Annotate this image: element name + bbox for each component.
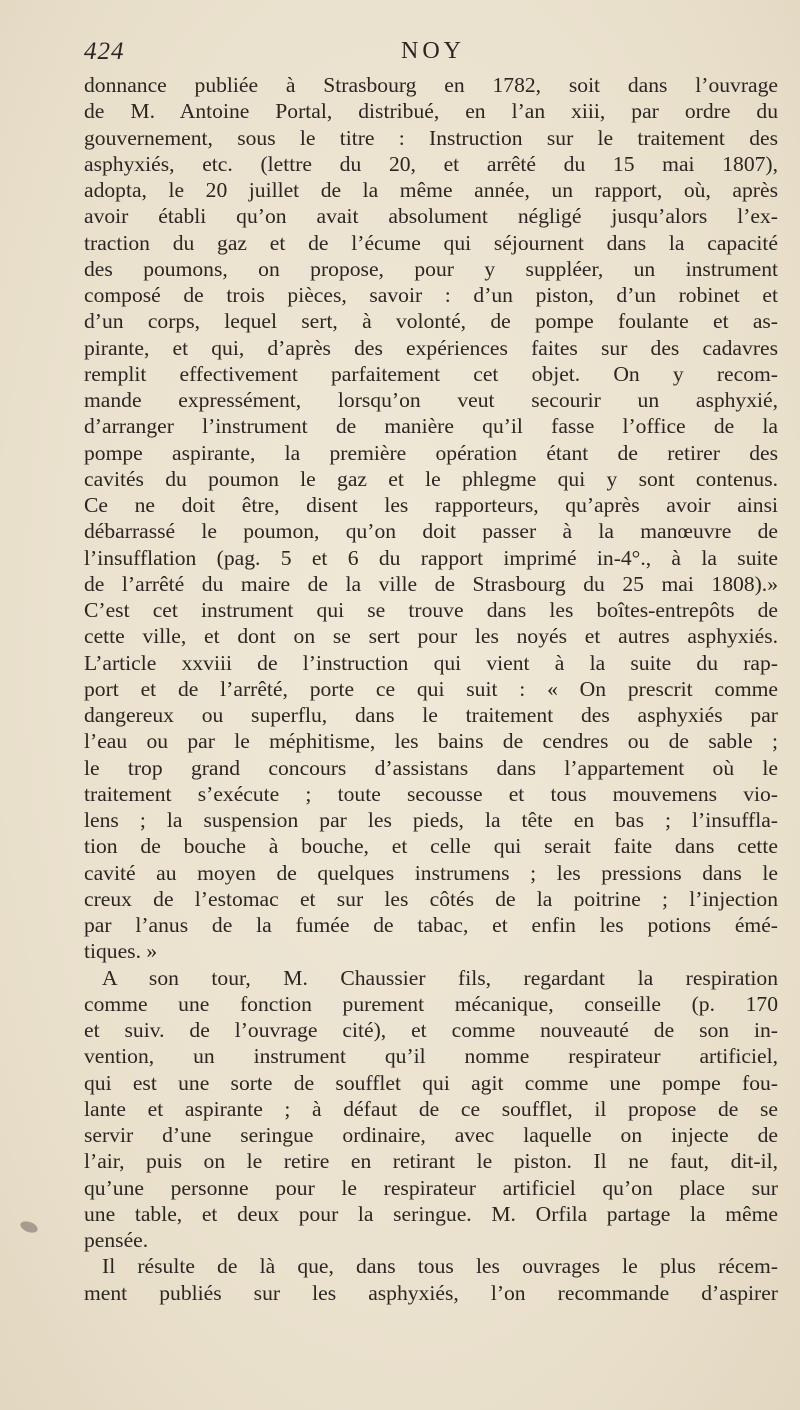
- text-line: d’un corps, lequel sert, à volonté, de pompe foulante et as-: [84, 309, 778, 334]
- page-number: 424: [84, 38, 125, 65]
- text-line: avoir établi qu’on avait absolument négligé jusqu’alors l’ex-: [84, 204, 778, 229]
- body-text: [84, 72, 778, 1306]
- text-line: donnance publiée à Strasbourg en 1782, soit dans l’ouvrage: [84, 73, 778, 97]
- text-line: Ce ne doit être, disent les rapporteurs, qu’après avoir ainsi: [84, 493, 778, 517]
- text-line: une table, et deux pour la seringue. M. Orfila partage la même: [84, 1201, 778, 1226]
- text-line: L’article xxviii de l’instruction qui vient à la suite du rap-: [84, 650, 778, 675]
- text-line: vention, un instrument qu’il nomme respirateur artificiel,: [84, 1044, 778, 1069]
- text-line: asphyxiés, etc. (lettre du 20, et arrêté du 15 mai 1807),: [84, 151, 778, 176]
- text-line: de l’arrêté du maire de la ville de Strasbourg du 25 mai 1808).»: [84, 571, 778, 596]
- text-line: lens ; la suspension par les pieds, la tête en bas ; l’insuffla-: [84, 808, 778, 832]
- text-line: pensée.: [84, 1228, 149, 1252]
- text-line: servir d’une seringue ordinaire, avec laquelle on injecte de: [84, 1123, 778, 1147]
- text-line: cette ville, et dont on se sert pour les noyés et autres asphyxiés.: [84, 624, 778, 649]
- text-line: cavité au moyen de quelques instrumens ; les pressions dans le: [84, 860, 778, 885]
- text-line: tion de bouche à bouche, et celle qui serait faite dans cette: [84, 834, 778, 859]
- page-header: [84, 38, 752, 72]
- text-line: de M. Antoine Portal, distribué, en l’an xiii, par ordre du: [84, 99, 778, 124]
- text-line: A son tour, M. Chaussier fils, regardant la respiration: [102, 965, 778, 990]
- text-line: le trop grand concours d’assistans dans l’appartement où le: [84, 755, 778, 780]
- text-line: d’arranger l’instrument de manière qu’il fasse l’office de la: [84, 414, 778, 439]
- text-line: lante et aspirante ; à défaut de ce soufflet, il propose de se: [84, 1096, 778, 1121]
- text-line: mande expressément, lorsqu’on veut secourir un asphyxié,: [84, 388, 778, 412]
- text-line: qui est une sorte de soufflet qui agit comme une pompe fou-: [84, 1070, 778, 1095]
- text-line: composé de trois pièces, savoir : d’un piston, d’un robinet et: [84, 283, 778, 307]
- text-line: pirante, et qui, d’après des expériences faites sur des cadavres: [84, 335, 778, 360]
- text-line: qu’une personne pour le respirateur artificiel qu’on place sur: [84, 1175, 778, 1200]
- text-line: creux de l’estomac et sur les côtés de la poitrine ; l’injection: [84, 886, 778, 911]
- ink-blot: [19, 1219, 39, 1235]
- text-line: traitement s’exécute ; toute secousse et tous mouvemens vio-: [84, 781, 778, 806]
- text-line: traction du gaz et de l’écume qui séjournent dans la capacité: [84, 230, 778, 255]
- text-line: C’est cet instrument qui se trouve dans les boîtes-entrepôts de: [84, 598, 778, 622]
- text-line: Il résulte de là que, dans tous les ouvrages le plus récem-: [102, 1254, 778, 1279]
- text-line: pompe aspirante, la première opération étant de retirer des: [84, 440, 778, 465]
- text-line: port et de l’arrêté, porte ce qui suit : « On prescrit comme: [84, 676, 778, 701]
- text-line: l’eau ou par le méphitisme, les bains de cendres ou de sable ;: [84, 729, 778, 754]
- text-line: l’insufflation (pag. 5 et 6 du rapport imprimé in-4°., à la suite: [84, 545, 778, 570]
- text-line: des poumons, on propose, pour y suppléer, un instrument: [84, 256, 778, 281]
- text-line: débarrassé le poumon, qu’on doit passer à la manœuvre de: [84, 519, 778, 544]
- text-line: l’air, puis on le retire en retirant le piston. Il ne faut, dit-il,: [84, 1149, 778, 1174]
- text-line: remplit effectivement parfaitement cet objet. On y recom-: [84, 361, 778, 386]
- text-line: comme une fonction purement mécanique, conseille (p. 170: [84, 991, 778, 1016]
- text-line: ment publiés sur les asphyxiés, l’on recommande d’aspirer: [84, 1280, 778, 1305]
- text-line: tiques. »: [84, 939, 158, 964]
- text-line: par l’anus de la fumée de tabac, et enfin les potions émé-: [84, 913, 778, 937]
- text-line: adopta, le 20 juillet de la même année, un rapport, où, après: [84, 178, 778, 202]
- text-line: et suiv. de l’ouvrage cité), et comme nouveauté de son in-: [84, 1018, 778, 1042]
- running-head: NOY: [401, 38, 465, 64]
- text-line: cavités du poumon le gaz et le phlegme qui y sont contenus.: [84, 466, 778, 491]
- text-line: dangereux ou superflu, dans le traitement des asphyxiés par: [84, 703, 778, 727]
- text-line: gouvernement, sous le titre : Instruction sur le traitement des: [84, 125, 778, 150]
